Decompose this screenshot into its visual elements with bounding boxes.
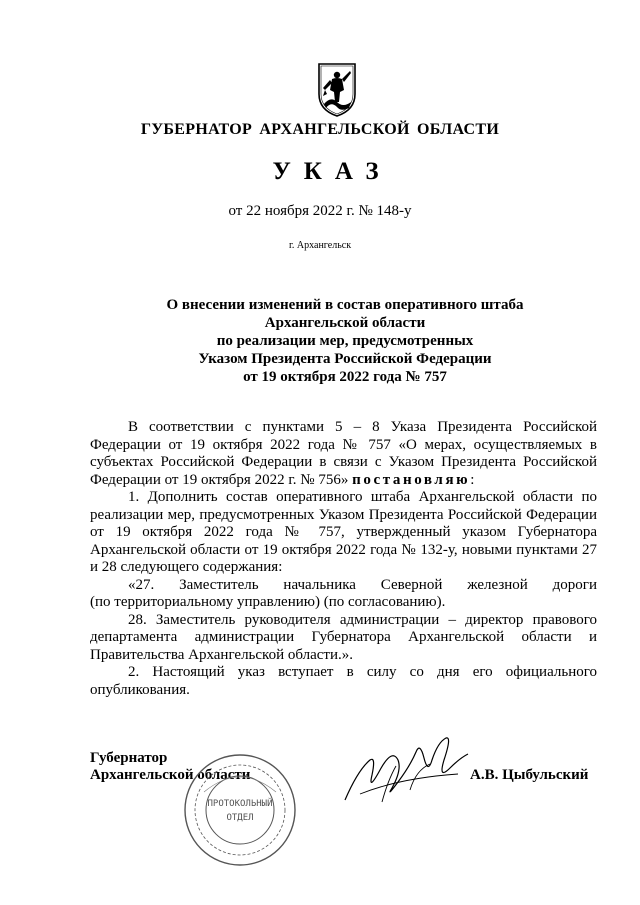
document-type: УКАЗ [272,158,392,185]
preamble-end: : [470,471,475,488]
document-title [120,296,570,386]
clause-2-paragraph: 2. Настоящий указ вступает в силу со дня его официального опубликования. [90,664,597,698]
position-line: Архангельской области [90,767,251,783]
item-27-first-line: «27. Заместитель начальника Северной железной дороги [128,576,597,593]
title-line: от 19 октября 2022 года № 757 [243,369,447,385]
official-stamp [182,752,298,868]
resolve-word: постановляю [352,471,471,488]
coat-of-arms-icon [315,60,359,118]
document-city: г. Архангельск [288,240,352,251]
document-body [90,419,597,699]
item-28-paragraph: 28. Заместитель руководителя администрации – директор правового департамента администрации Губернатора Архангельской области и Правительства Архангельской области.». [90,611,597,663]
preamble-text: В соответствии с пунктами 5 – 8 Указа Президента Российской Федерации от 19 октября 2022 года № 757 «О мерах, осуществляемых в субъектах Российской Федерации в связи с Указом Президента Российской Федерации от 19 октября 2022 г. № 756» [90,419,597,488]
clause-1-paragraph: 1. Дополнить состав оперативного штаба Архангельской области по реализации мер, предусмотренных Указом Президента Российской Федерации от 19 октября 2022 года № 757, утвержденный указом Губернатора Архангельской области от 19 октября 2022 года № 132-у, новыми пунктами 27 и 28 следующего содержания: [90,489,597,575]
item-27-continuation: (по территориальному управлению) (по согласованию). [90,594,446,610]
handwritten-signature [340,730,480,810]
stamp-line: ОТДЕЛ [226,813,254,823]
title-line: по реализации мер, предусмотренных [216,333,474,349]
title-line: Указом Президента Российской Федерации [198,351,492,367]
stamp-line: ПРОТОКОЛЬНЫЙ [207,799,273,809]
title-line: Архангельской области [264,315,426,331]
position-line: Губернатор [90,750,168,766]
preamble-paragraph [90,419,597,489]
signatory-name: А.В. Цыбульский [470,767,589,783]
document-date-number: от 22 ноября 2022 г. № 148-у [228,203,412,219]
issuing-authority: ГУБЕРНАТОР АРХАНГЕЛЬСКОЙ ОБЛАСТИ [140,121,500,138]
title-line: О внесении изменений в состав оперативного штаба [166,297,524,313]
